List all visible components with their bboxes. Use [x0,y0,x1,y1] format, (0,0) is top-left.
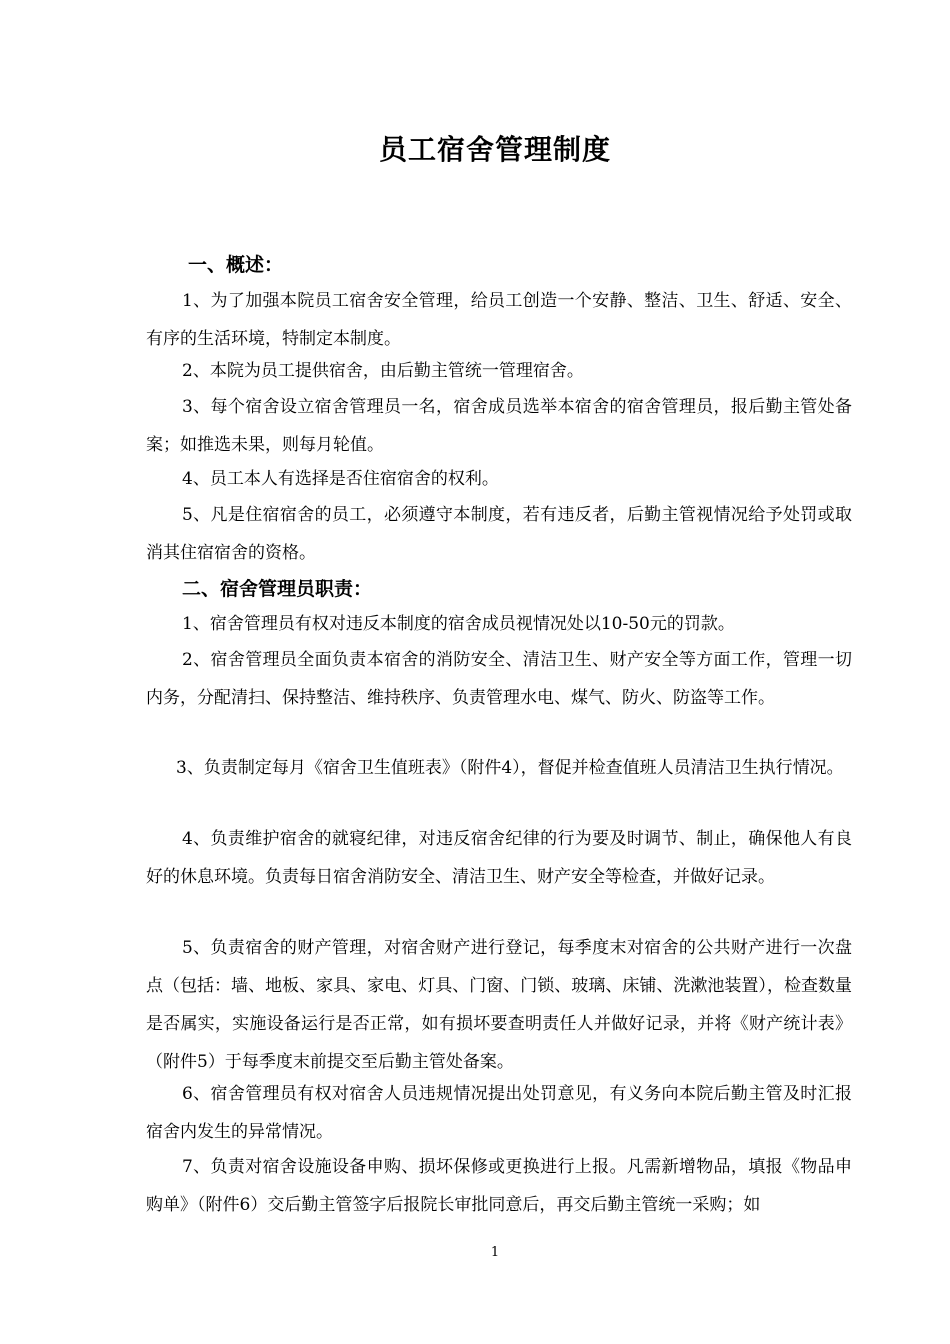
paragraph: 2、宿舍管理员全面负责本宿舍的消防安全、清洁卫生、财产安全等方面工作，管理一切内务，分配清扫、保持整洁、维持秩序、负责管理水电、煤气、防火、防盗等工作。 [146,650,852,708]
page-title: 员工宿舍管理制度 [378,133,611,166]
paragraph: 3、每个宿舍设立宿舍管理员一名，宿舍成员选举本宿舍的宿舍管理员，报后勤主管处备案；如推选未果，则每月轮值。 [146,397,852,455]
paragraph: 1、为了加强本院员工宿舍安全管理，给员工创造一个安静、整洁、卫生、舒适、安全、有序的生活环境，特制定本制度。 [146,291,852,349]
paragraph: 5、凡是住宿宿舍的员工，必须遵守本制度，若有违反者，后勤主管视情况给予处罚或取消其住宿宿舍的资格。 [146,505,852,563]
paragraph: 3、负责制定每月《宿舍卫生值班表》（附件4），督促并检查值班人员清洁卫生执行情况。 [176,758,844,778]
paragraph: 4、负责维护宿舍的就寝纪律，对违反宿舍纪律的行为要及时调节、制止，确保他人有良好的休息环境。负责每日宿舍消防安全、清洁卫生、财产安全等检查，并做好记录。 [146,829,852,887]
paragraph: 5、负责宿舍的财产管理，对宿舍财产进行登记，每季度末对宿舍的公共财产进行一次盘点（包括：墙、地板、家具、家电、灯具、门窗、门锁、玻璃、床铺、洗漱池装置），检查数量是否属实，实施设备运行是否正常，如有损坏要查明责任人并做好记录，并将《财产统计表》（附件5）于每季度末前提交至后勤主管处备案。 [146,938,852,1072]
page-number: 1 [490,1245,500,1260]
paragraph: 2、本院为员工提供宿舍，由后勤主管统一管理宿舍。 [182,361,584,381]
section-heading-manager-duties: 二、宿舍管理员职责： [182,578,373,600]
paragraph: 1、宿舍管理员有权对违反本制度的宿舍成员视情况处以10-50元的罚款。 [182,614,735,634]
section-heading-overview: 一、概述： [188,254,284,276]
paragraph: 6、宿舍管理员有权对宿舍人员违规情况提出处罚意见，有义务向本院后勤主管及时汇报宿舍内发生的异常情况。 [146,1084,852,1142]
paragraph: 4、员工本人有选择是否住宿宿舍的权利。 [182,469,499,489]
paragraph: 7、负责对宿舍设施设备申购、损坏保修或更换进行上报。凡需新增物品，填报《物品申购单》（附件6）交后勤主管签字后报院长审批同意后，再交后勤主管统一采购；如 [146,1157,852,1215]
